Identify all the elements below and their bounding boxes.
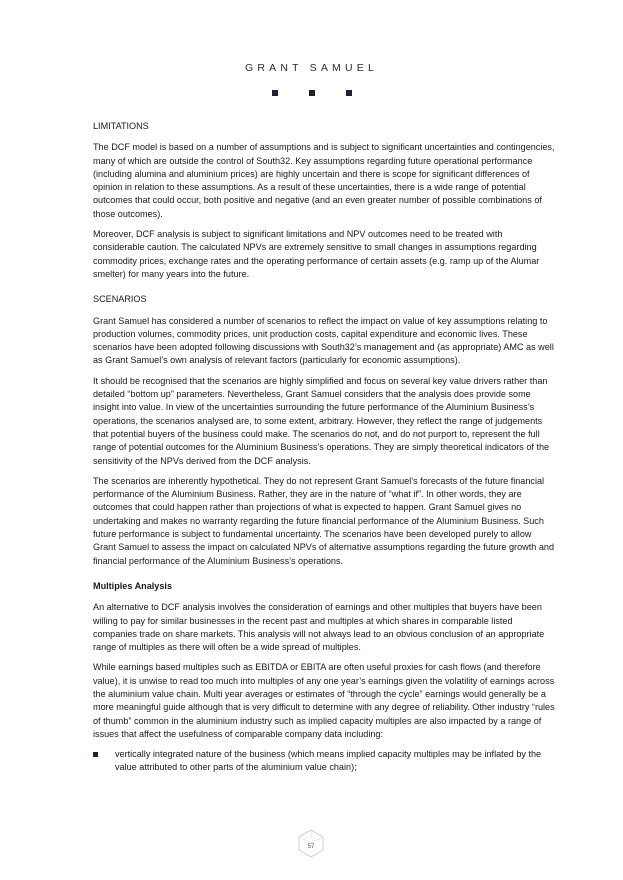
bullet-square-icon bbox=[93, 752, 98, 757]
page-number: 57 bbox=[307, 844, 315, 850]
logo-square-1 bbox=[272, 90, 278, 96]
bullet-text: vertically integrated nature of the business (which means implied capacity multiples may be inflated by the value attributed to other parts of the aluminium value chain); bbox=[115, 749, 542, 773]
document-body bbox=[93, 120, 555, 775]
logo-square-2 bbox=[309, 90, 315, 96]
multiples-paragraph-2: While earnings based multiples such as EBITDA or EBITA are often useful proxies for cash flows (and therefore value), it is unwise to read too much into multiples of any one year’s earnings given the volatility of earnings across the aluminium value chain. Multi year averages or estimates of “through the cycle” earnings would generally be a more meaningful guide although that is very difficult to determine with any degree of reliability. Other industry “rules of thumb” common in the aluminium industry such as implied capacity multiples are also impacted by a range of issues that affect the usefulness of comparable company data including: bbox=[93, 662, 555, 739]
grant-samuel-logo: GRANT SAMUEL bbox=[244, 62, 379, 74]
list-item bbox=[93, 748, 555, 775]
multiples-analysis-heading: Multiples Analysis bbox=[93, 580, 173, 591]
multiples-paragraph-1: An alternative to DCF analysis involves the consideration of earnings and other multiples that buyers have been willing to pay for similar businesses in the recent past and multiples at which shares in comparable listed companies trade on share markets. This analysis will not always lead to an obvious conclusion of an appropriate range of multiples as there will often be a wide spread of multiples. bbox=[93, 602, 545, 653]
scenarios-paragraph-3: The scenarios are inherently hypothetical. They do not represent Grant Samuel’s forecasts of the future financial performance of the Aluminium Business. Rather, they are in the nature of “what if”. In other words, they are outcomes that could happen rather than projections of what is expected to happen. Grant Samuel gives no undertaking and makes no warranty regarding the future financial performance of the Aluminium Business. Such future performance is subject to fundamental uncertainty. The scenarios have been developed purely to allow Grant Samuel to assess the impact on calculated NPVs of alternative assumptions regarding the future growth and financial performance of the Aluminium Business’s operations. bbox=[93, 475, 554, 566]
limitations-paragraph-1: The DCF model is based on a number of assumptions and is subject to significant uncertainties and contingencies, many of which are outside the control of South32. Key assumptions regarding future operational performance (including alumina and aluminium prices) are highly uncertain and there is scope for significant differences of opinion in relation to these assumptions. As a result of these uncertainties, there is a wide range of potential outcomes that could occur, both positive and negative (and an even greater number of possible combinations of those outcomes). bbox=[93, 142, 555, 219]
scenarios-paragraph-2: It should be recognised that the scenarios are highly simplified and focus on several key value drivers rather than detailed “bottom up” parameters. Nevertheless, Grant Samuel considers that the analysis does provide some insight into value. In view of the uncertainties surrounding the future performance of the Aluminium Business’s operations, the scenarios analysed are, to some extent, arbitrary. However, they reflect the range of judgements that potential buyers of the business could make. The scenarios do not, and do not purport to, represent the full range of potential outcomes for the Aluminium Business’s operations. They are simply theoretical indicators of the sensitivity of the NPVs derived from the DCF analysis. bbox=[93, 375, 550, 466]
limitations-heading: LIMITATIONS bbox=[93, 121, 149, 131]
page-number-hexagon-icon bbox=[296, 828, 326, 858]
logo-marks bbox=[0, 90, 623, 96]
scenarios-heading: SCENARIOS bbox=[93, 294, 147, 305]
scenarios-paragraph-1: Grant Samuel has considered a number of scenarios to reflect the impact on value of key assumptions relating to production volumes, commodity prices, unit production costs, capital expenditure and economic lives. These scenarios have been adopted following discussions with South32’s management and (as appropriate) AMC as well as Grant Samuel’s own analysis of relevant factors (particularly for economic assumptions). bbox=[93, 315, 554, 366]
limitations-paragraph-2: Moreover, DCF analysis is subject to significant limitations and NPV outcomes need to be treated with considerable caution. The calculated NPVs are extremely sensitive to small changes in assumptions regarding commodity prices, exchange rates and the operating performance of certain assets (e.g. ramp up of the Alumar smelter) for many years into the future. bbox=[93, 229, 540, 279]
logo-square-3 bbox=[346, 90, 352, 96]
